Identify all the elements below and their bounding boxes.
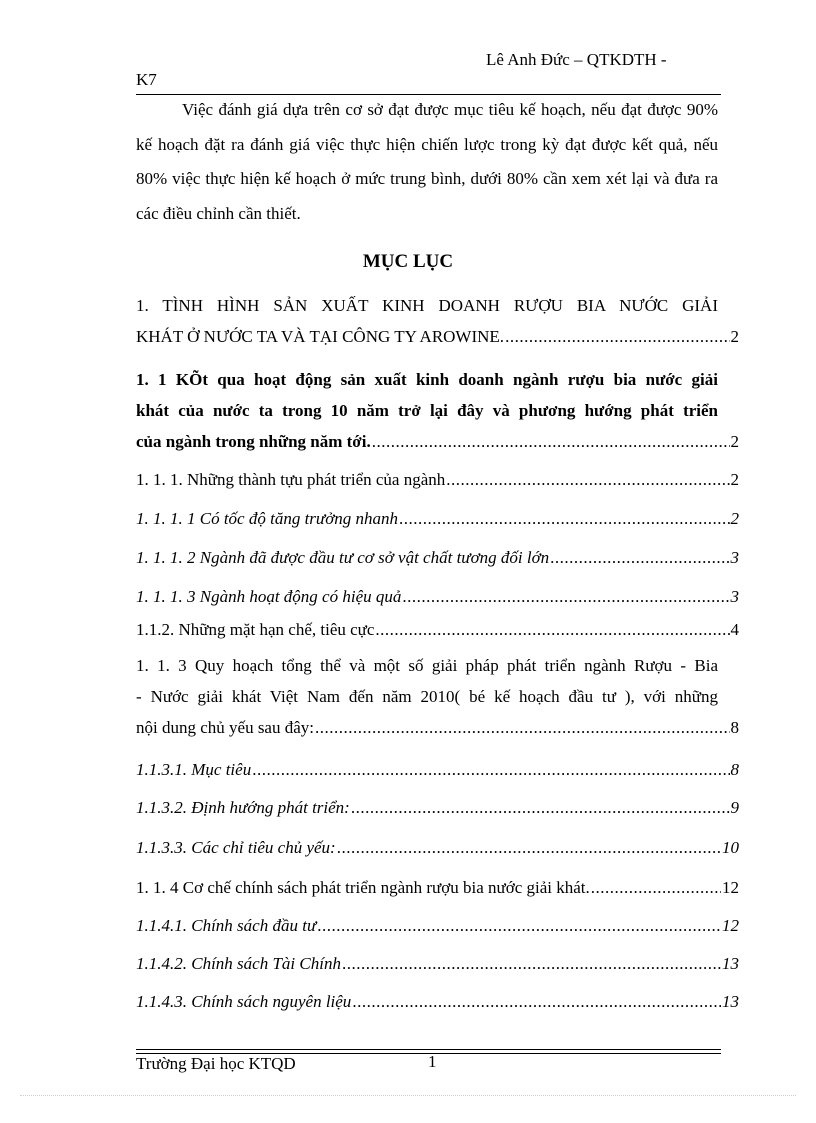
toc-entry[interactable] xyxy=(136,910,739,941)
toc-entry-text: 1.1.3.3. Các chỉ tiêu chủ yếu: xyxy=(136,838,336,857)
toc-entry-text: 1.1.3.2. Định hướng phát triển: xyxy=(136,798,350,817)
toc-leader-dots xyxy=(252,754,729,785)
toc-leader-dots xyxy=(375,614,729,645)
toc-entry[interactable] xyxy=(136,986,739,1017)
page-bottom-dotted-line xyxy=(20,1095,796,1096)
toc-entry-line: 1. 1. 3 Quy hoạch tổng thể và một số giải pháp phát triển ngành Rượu - Bia xyxy=(136,656,718,675)
toc-entry[interactable] xyxy=(136,792,739,823)
toc-entry-page: 4 xyxy=(730,620,739,639)
intro-paragraph: Việc đánh giá dựa trên cơ sở đạt được mục tiêu kế hoạch, nếu đạt được 90% kế hoạch đặt ra đánh giá việc thực hiện chiến lược trong kỳ đạt được kết quả, nếu 80% việc thực hiện kế hoạch ở mức trung bình, dưới 80% cần xem xét lại và đưa ra các điều chỉnh cần thiết. xyxy=(136,100,718,223)
toc-entry-page: 3 xyxy=(730,548,739,567)
toc-entry[interactable] xyxy=(136,581,739,612)
toc-entry-page: 10 xyxy=(722,838,739,857)
toc-entry-page: 13 xyxy=(722,992,739,1011)
toc-entry-page: 8 xyxy=(730,760,739,779)
toc-leader-dots xyxy=(372,426,730,457)
toc-leader-dots xyxy=(505,321,729,352)
footer-rule xyxy=(136,1049,721,1050)
toc-leader-dots xyxy=(342,948,721,979)
toc-leader-dots xyxy=(591,872,721,903)
toc-entry-text: 1.1.4.1. Chính sách đầu tư xyxy=(136,916,317,935)
toc-leader-dots xyxy=(352,986,721,1017)
toc-entry-page: 2 xyxy=(730,470,739,489)
header-author: Lê Anh Đức – QTKDTH - xyxy=(486,50,667,69)
toc-entry-page: 2 xyxy=(730,432,739,451)
toc-entry[interactable] xyxy=(136,832,739,863)
toc-entry-page: 2 xyxy=(730,327,739,346)
toc-leader-dots xyxy=(402,581,729,612)
toc-leader-dots xyxy=(315,712,730,743)
toc-entry-text: 1.1.3.1. Mục tiêu xyxy=(136,760,252,779)
toc-leader-dots xyxy=(550,542,729,573)
toc-entry-page: 3 xyxy=(730,587,739,606)
toc-entry[interactable] xyxy=(136,364,739,457)
toc-entry-text: 1. 1. 1. Những thành tựu phát triển của ngành xyxy=(136,470,446,489)
toc-leader-dots xyxy=(446,464,729,495)
toc-leader-dots xyxy=(337,832,721,863)
toc-entry-text: 1.1.4.3. Chính sách nguyên liệu xyxy=(136,992,352,1011)
toc-entry[interactable] xyxy=(136,614,739,645)
footer-page-number: 1 xyxy=(428,1052,437,1071)
toc-title: MỤC LỤC xyxy=(362,251,454,272)
toc-entry-line: - Nước giải khát Việt Nam đến năm 2010( bé kế hoạch đầu tư ), với những xyxy=(136,687,718,706)
toc-entry-text: 1. 1. 1. 1 Có tốc độ tăng trưởng nhanh xyxy=(136,509,399,528)
toc-entry-page: 2 xyxy=(730,509,739,528)
header-class: K7 xyxy=(136,70,157,89)
toc-entry-line: khát của nước ta trong 10 năm trở lại đây và phương hướng phát triển xyxy=(136,401,718,420)
toc-entry[interactable] xyxy=(136,542,739,573)
toc-entry[interactable] xyxy=(136,872,739,903)
toc-entry[interactable] xyxy=(136,650,739,743)
toc-entry-page: 13 xyxy=(722,954,739,973)
toc-entry[interactable] xyxy=(136,948,739,979)
toc-entry-page: 12 xyxy=(722,916,739,935)
toc-entry-text: nội dung chủ yếu sau đây: xyxy=(136,718,314,737)
toc-leader-dots xyxy=(351,792,730,823)
toc-entry-line: 1. 1 KÕt qua hoạt động sản xuất kinh doanh ngành rượu bia nước giải xyxy=(136,370,718,389)
toc-entry-page: 9 xyxy=(730,798,739,817)
toc-entry-text: 1.1.2. Những mặt hạn chế, tiêu cực xyxy=(136,620,375,639)
toc-entry-text: KHÁT Ở NƯỚC TA VÀ TẠI CÔNG TY AROWINE. xyxy=(136,327,505,346)
toc-entry-line: 1. TÌNH HÌNH SẢN XUẤT KINH DOANH RƯỢU BIA NƯỚC GIẢI xyxy=(136,296,718,315)
toc-entry-page: 8 xyxy=(730,718,739,737)
toc-entry[interactable] xyxy=(136,754,739,785)
toc-entry[interactable] xyxy=(136,464,739,495)
toc-leader-dots xyxy=(317,910,721,941)
footer-school: Trường Đại học KTQD xyxy=(136,1054,296,1073)
toc-entry[interactable] xyxy=(136,503,739,534)
toc-leader-dots xyxy=(399,503,729,534)
toc-entry-text: 1. 1. 1. 3 Ngành hoạt động có hiệu quả xyxy=(136,587,402,606)
toc-entry-text: 1. 1. 1. 2 Ngành đã được đầu tư cơ sở vật chất tương đối lớn xyxy=(136,548,550,567)
toc-entry-text: 1. 1. 4 Cơ chế chính sách phát triển ngành rượu bia nước giải khát. xyxy=(136,878,590,897)
toc-entry-text: 1.1.4.2. Chính sách Tài Chính xyxy=(136,954,341,973)
toc-entry-page: 12 xyxy=(722,878,739,897)
toc-entry-text: của ngành trong những năm tới. xyxy=(136,432,371,451)
toc-entry[interactable] xyxy=(136,290,739,352)
